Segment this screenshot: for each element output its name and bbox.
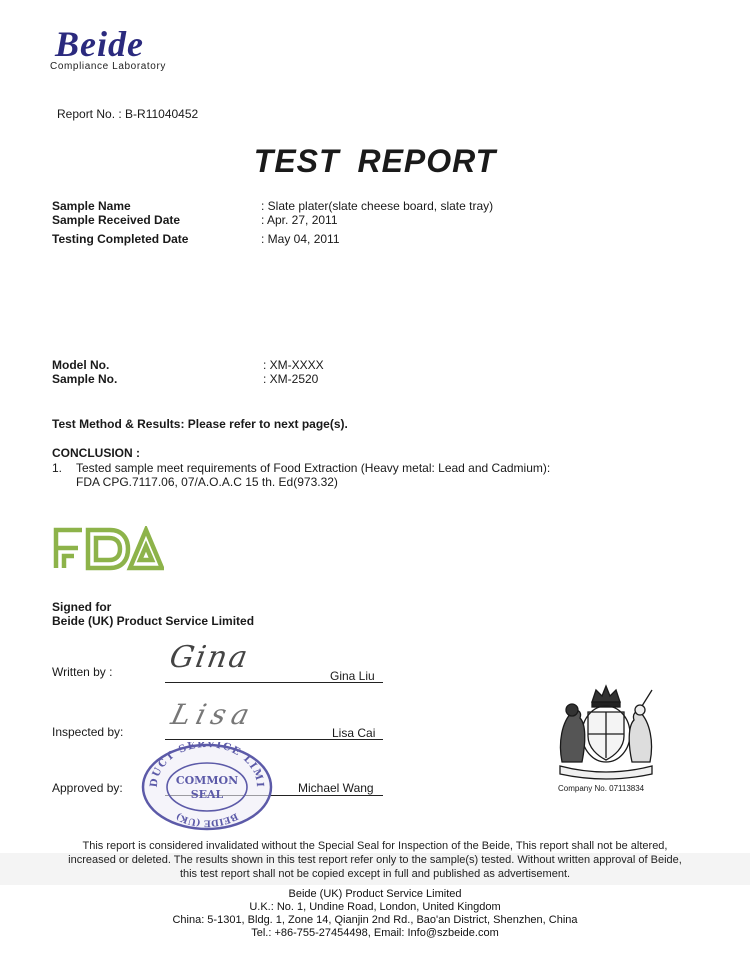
- sample-name-label: Sample Name: [52, 199, 131, 213]
- inspected-by-label: Inspected by:: [52, 725, 124, 739]
- beide-logo: Beide: [55, 24, 144, 64]
- footer-china-address: China: 5-1301, Bldg. 1, Zone 14, Qianjin 2nd Rd., Bao'an District, Shenzhen, China: [172, 914, 578, 926]
- inspected-by-line: [165, 739, 383, 740]
- approved-by-label: Approved by:: [52, 781, 123, 795]
- inspected-by-name: Lisa Cai: [332, 726, 376, 740]
- company-number: Company No. 07113834: [558, 784, 645, 793]
- received-date-label: Sample Received Date: [52, 213, 181, 227]
- page-title: TEST REPORT: [253, 143, 497, 179]
- completed-date-value: : May 04, 2011: [261, 232, 340, 246]
- logo-subtitle: Compliance Laboratory: [50, 61, 166, 72]
- footer-company: Beide (UK) Product Service Limited: [288, 888, 462, 900]
- seal-side-text: BEIDE (UK): [174, 810, 240, 828]
- written-by-label: Written by :: [52, 665, 113, 679]
- conclusion-number: 1.: [52, 461, 63, 475]
- sample-no-value: : XM-2520: [263, 372, 319, 386]
- footer-disclaimer-line: this test report shall not be copied except in full and published as advertisement.: [179, 868, 571, 880]
- inspected-by-signature: Lisa: [167, 698, 259, 731]
- completed-date-label: Testing Completed Date: [52, 232, 189, 246]
- common-seal-stamp: [140, 742, 274, 837]
- royal-coat-of-arms: [552, 682, 660, 785]
- model-no-value: : XM-XXXX: [263, 358, 324, 372]
- conclusion-heading: CONCLUSION :: [52, 446, 140, 460]
- report-number: Report No. : B-R11040452: [57, 107, 199, 121]
- approved-by-name: Michael Wang: [298, 781, 374, 795]
- fda-logo: [52, 526, 164, 577]
- written-by-signature: Gina: [166, 640, 252, 675]
- footer-disclaimer-line: This report is considered invalidated without the Special Seal for Inspection of the Beide, This report shall not be altered,: [82, 840, 668, 852]
- conclusion-line-2: FDA CPG.7117.06, 07/A.O.A.C 15 th. Ed(973.32): [76, 475, 338, 489]
- seal-inner-bottom: SEAL: [190, 788, 224, 801]
- footer-disclaimer: [40, 839, 710, 881]
- written-by-line: [165, 682, 383, 683]
- signed-for-label: Signed for: [52, 600, 112, 614]
- sample-no-label: Sample No.: [52, 372, 118, 386]
- seal-ring-text: DUCT SERVICE LIMI: [148, 742, 266, 789]
- written-by-name: Gina Liu: [330, 669, 375, 683]
- footer-disclaimer-line: increased or deleted. The results shown in this test report refer only to the sample(s) tested. Without written approval of Beide,: [68, 854, 682, 866]
- sample-name-value: : Slate plater(slate cheese board, slate tray): [261, 199, 494, 213]
- model-no-label: Model No.: [52, 358, 110, 372]
- test-method: Test Method & Results: Please refer to next page(s).: [52, 417, 348, 431]
- footer-address: [40, 888, 710, 940]
- footer-contact: Tel.: +86-755-27454498, Email: Info@szbeide.com: [251, 927, 499, 939]
- footer-uk-address: U.K.: No. 1, Undine Road, London, United Kingdom: [249, 901, 501, 913]
- signed-company: Beide (UK) Product Service Limited: [52, 614, 255, 628]
- conclusion-line-1: Tested sample meet requirements of Food Extraction (Heavy metal: Lead and Cadmium):: [76, 461, 551, 475]
- seal-inner-top: COMMON: [175, 774, 239, 787]
- received-date-value: : Apr. 27, 2011: [261, 213, 338, 227]
